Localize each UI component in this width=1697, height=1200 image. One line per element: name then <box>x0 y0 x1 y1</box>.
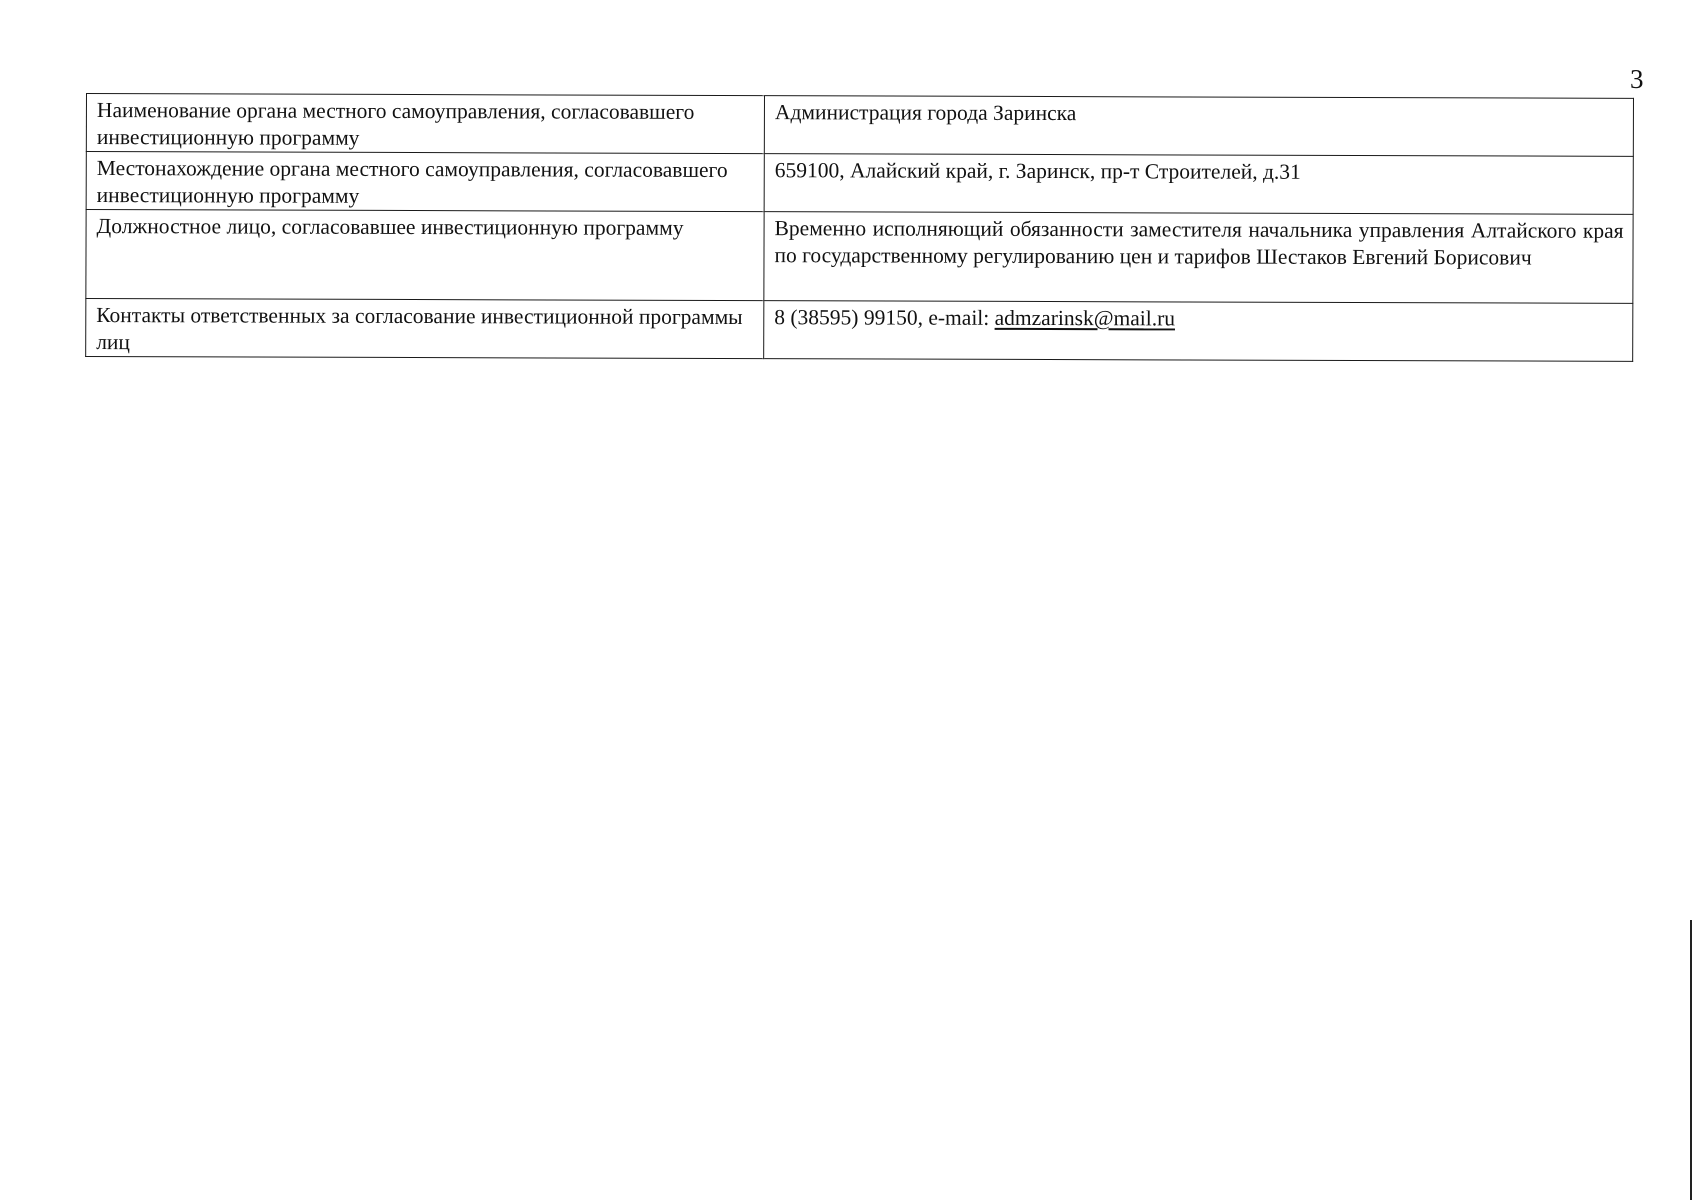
table-row <box>86 94 1633 157</box>
approval-info-table <box>85 93 1634 362</box>
table-row <box>86 152 1633 215</box>
contact-email-link[interactable]: admzarinsk@mail.ru <box>994 305 1176 331</box>
row-label-authority-name: Наименование органа местного самоуправления, согласовавшего инвестиционную программу <box>86 94 764 154</box>
scan-edge-line <box>1690 920 1692 1200</box>
row-value-contacts <box>764 301 1633 362</box>
row-value-official: Временно исполняющий обязанности заместителя начальника управления Алтайского края по государственному регулированию цен и тарифов Шестаков Евгений Борисович <box>764 212 1633 304</box>
row-label-contacts: Контакты ответственных за согласование инвестиционной программы лиц <box>86 299 764 359</box>
row-value-authority-location: 659100, Алайский край, г. Заринск, пр-т Строителей, д.31 <box>764 154 1633 215</box>
row-value-authority-name: Администрация города Заринска <box>764 96 1633 157</box>
row-label-authority-location: Местонахождение органа местного самоуправления, согласовавшего инвестиционную программу <box>86 152 764 212</box>
row-label-official: Должностное лицо, согласовавшее инвестиционную программу <box>86 210 764 301</box>
page-number: 3 <box>1630 64 1644 94</box>
table-row <box>86 299 1633 362</box>
contact-phone-text: 8 (38595) 99150, e-mail: <box>774 305 995 330</box>
table-row <box>86 210 1633 304</box>
